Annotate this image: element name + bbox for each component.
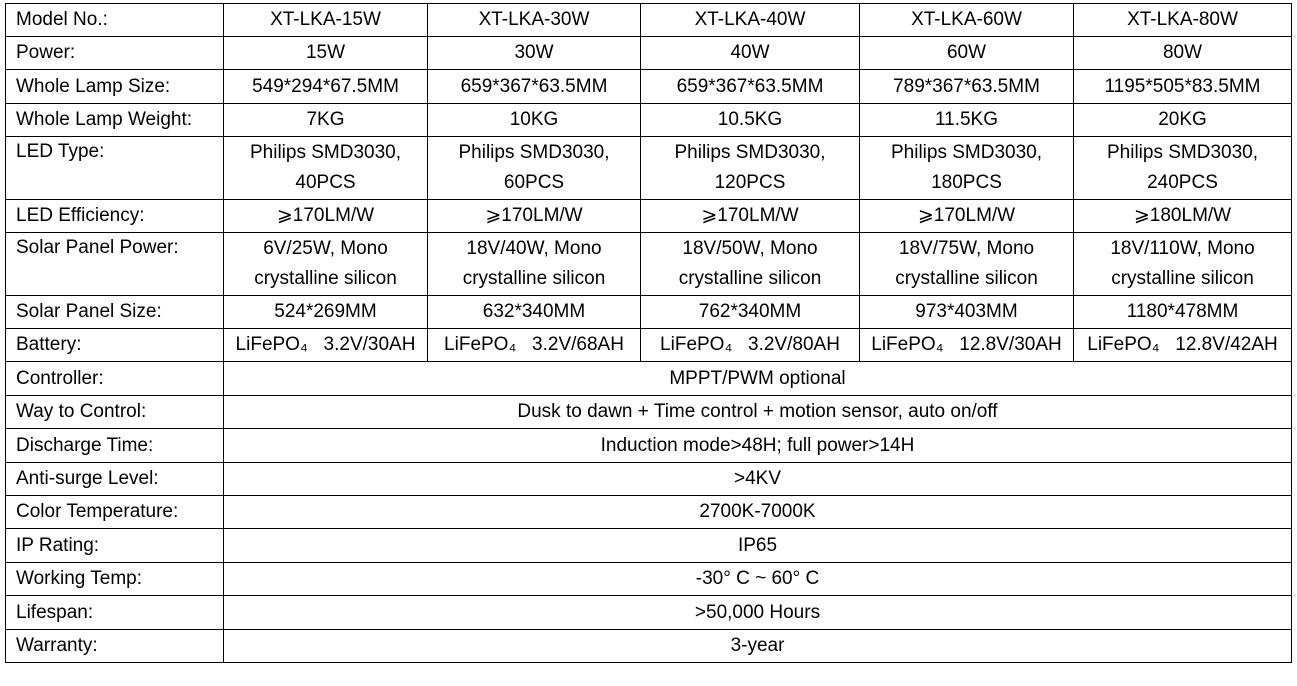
model-header: XT-LKA-80W [1074, 4, 1292, 37]
header-row [6, 4, 1292, 37]
cell-line: Philips SMD3030, [890, 142, 1043, 163]
table-cell: 789*367*63.5MM [860, 70, 1074, 104]
table-cell: 7KG [224, 104, 428, 137]
table-cell: 762*340MM [641, 296, 860, 329]
shared-cell: 2700K-7000K [224, 496, 1292, 529]
shared-cell: >4KV [224, 463, 1292, 496]
table-cell: 11.5KG [860, 104, 1074, 137]
table-cell: 632*340MM [428, 296, 641, 329]
table-cell: 60W [860, 37, 1074, 70]
cell-line: 240PCS [1147, 172, 1218, 193]
table-cell: 549*294*67.5MM [224, 70, 428, 104]
table-cell: ⩾170LM/W [428, 200, 641, 233]
shared-cell: Dusk to dawn + Time control + motion sensor, auto on/off [224, 396, 1292, 429]
row-label: Whole Lamp Weight: [6, 104, 224, 137]
table-cell [641, 137, 860, 200]
table-row [6, 529, 1292, 563]
row-label: Whole Lamp Size: [6, 70, 224, 104]
table-cell [641, 233, 860, 296]
shared-cell: MPPT/PWM optional [224, 362, 1292, 396]
row-label: Solar Panel Size: [6, 296, 224, 329]
row-label: Power: [6, 37, 224, 70]
table-cell [428, 233, 641, 296]
table-cell: ⩾170LM/W [224, 200, 428, 233]
row-label: Model No.: [6, 4, 224, 37]
table-cell: 10KG [428, 104, 641, 137]
row-label: LED Type: [6, 137, 224, 200]
table-cell: ⩾170LM/W [860, 200, 1074, 233]
cell-line: 180PCS [931, 172, 1002, 193]
cell-line: 18V/50W, Mono [682, 238, 818, 259]
row-label: Lifespan: [6, 596, 224, 630]
cell-line: 120PCS [714, 172, 786, 193]
row-label: Way to Control: [6, 396, 224, 429]
table-cell: 659*367*63.5MM [641, 70, 860, 104]
cell-line: crystalline silicon [462, 268, 606, 289]
cell-line: 18V/75W, Mono [898, 238, 1035, 259]
table-row [6, 496, 1292, 529]
model-header: XT-LKA-30W [428, 4, 641, 37]
table-cell [860, 137, 1074, 200]
row-label: Discharge Time: [6, 429, 224, 463]
cell-line: Philips SMD3030, [249, 142, 402, 163]
table-row [6, 463, 1292, 496]
shared-cell: -30° C ~ 60° C [224, 563, 1292, 596]
table-cell: 1195*505*83.5MM [1074, 70, 1292, 104]
table-cell [1074, 233, 1292, 296]
table-cell: 30W [428, 37, 641, 70]
table-row [6, 329, 1292, 362]
table-row [6, 396, 1292, 429]
table-cell: ⩾180LM/W [1074, 200, 1292, 233]
row-label: IP Rating: [6, 529, 224, 563]
model-header: XT-LKA-15W [224, 4, 428, 37]
table-cell: LiFePO₄ 12.8V/30AH [860, 329, 1074, 362]
table-row [6, 70, 1292, 104]
table-row [6, 233, 1292, 296]
table-cell: 659*367*63.5MM [428, 70, 641, 104]
table-cell: 1180*478MM [1074, 296, 1292, 329]
row-label: Anti-surge Level: [6, 463, 224, 496]
table-row [6, 137, 1292, 200]
table-cell: 973*403MM [860, 296, 1074, 329]
row-label: LED Efficiency: [6, 200, 224, 233]
shared-cell: IP65 [224, 529, 1292, 563]
table-cell: LiFePO₄ 12.8V/42AH [1074, 329, 1292, 362]
cell-line: 18V/110W, Mono [1110, 238, 1255, 259]
model-header: XT-LKA-60W [860, 4, 1074, 37]
shared-cell: >50,000 Hours [224, 596, 1292, 630]
table-row [6, 563, 1292, 596]
row-label: Working Temp: [6, 563, 224, 596]
shared-cell: 3-year [224, 630, 1292, 663]
cell-line: crystalline silicon [1111, 268, 1254, 289]
cell-line: Philips SMD3030, [1106, 142, 1259, 163]
table-cell: LiFePO₄ 3.2V/68AH [428, 329, 641, 362]
table-row [6, 362, 1292, 396]
table-row [6, 630, 1292, 663]
shared-cell: Induction mode>48H; full power>14H [224, 429, 1292, 463]
row-label: Solar Panel Power: [6, 233, 224, 296]
table-cell: 80W [1074, 37, 1292, 70]
cell-line: crystalline silicon [895, 268, 1038, 289]
table-cell: 10.5KG [641, 104, 860, 137]
table-row [6, 296, 1292, 329]
cell-line: 18V/40W, Mono [466, 238, 602, 259]
cell-line: 6V/25W, Mono [263, 238, 388, 259]
row-label: Battery: [6, 329, 224, 362]
table-cell: ⩾170LM/W [641, 200, 860, 233]
table-cell [1074, 137, 1292, 200]
table-row [6, 104, 1292, 137]
cell-line: 60PCS [503, 172, 565, 193]
spec-table [5, 3, 1292, 663]
cell-line: crystalline silicon [254, 268, 397, 289]
table-cell [428, 137, 641, 200]
table-cell: LiFePO₄ 3.2V/80AH [641, 329, 860, 362]
cell-line: Philips SMD3030, [458, 142, 610, 163]
table-cell: LiFePO₄ 3.2V/30AH [224, 329, 428, 362]
table-cell [224, 137, 428, 200]
table-cell [860, 233, 1074, 296]
cell-line: Philips SMD3030, [674, 142, 826, 163]
table-row [6, 429, 1292, 463]
model-header: XT-LKA-40W [641, 4, 860, 37]
table-row [6, 200, 1292, 233]
cell-line: crystalline silicon [678, 268, 822, 289]
table-cell: 15W [224, 37, 428, 70]
table-cell [224, 233, 428, 296]
cell-line: 40PCS [295, 172, 356, 193]
row-label: Warranty: [6, 630, 224, 663]
table-row [6, 37, 1292, 70]
row-label: Color Temperature: [6, 496, 224, 529]
table-row [6, 596, 1292, 630]
table-cell: 20KG [1074, 104, 1292, 137]
table-cell: 524*269MM [224, 296, 428, 329]
table-cell: 40W [641, 37, 860, 70]
row-label: Controller: [6, 362, 224, 396]
